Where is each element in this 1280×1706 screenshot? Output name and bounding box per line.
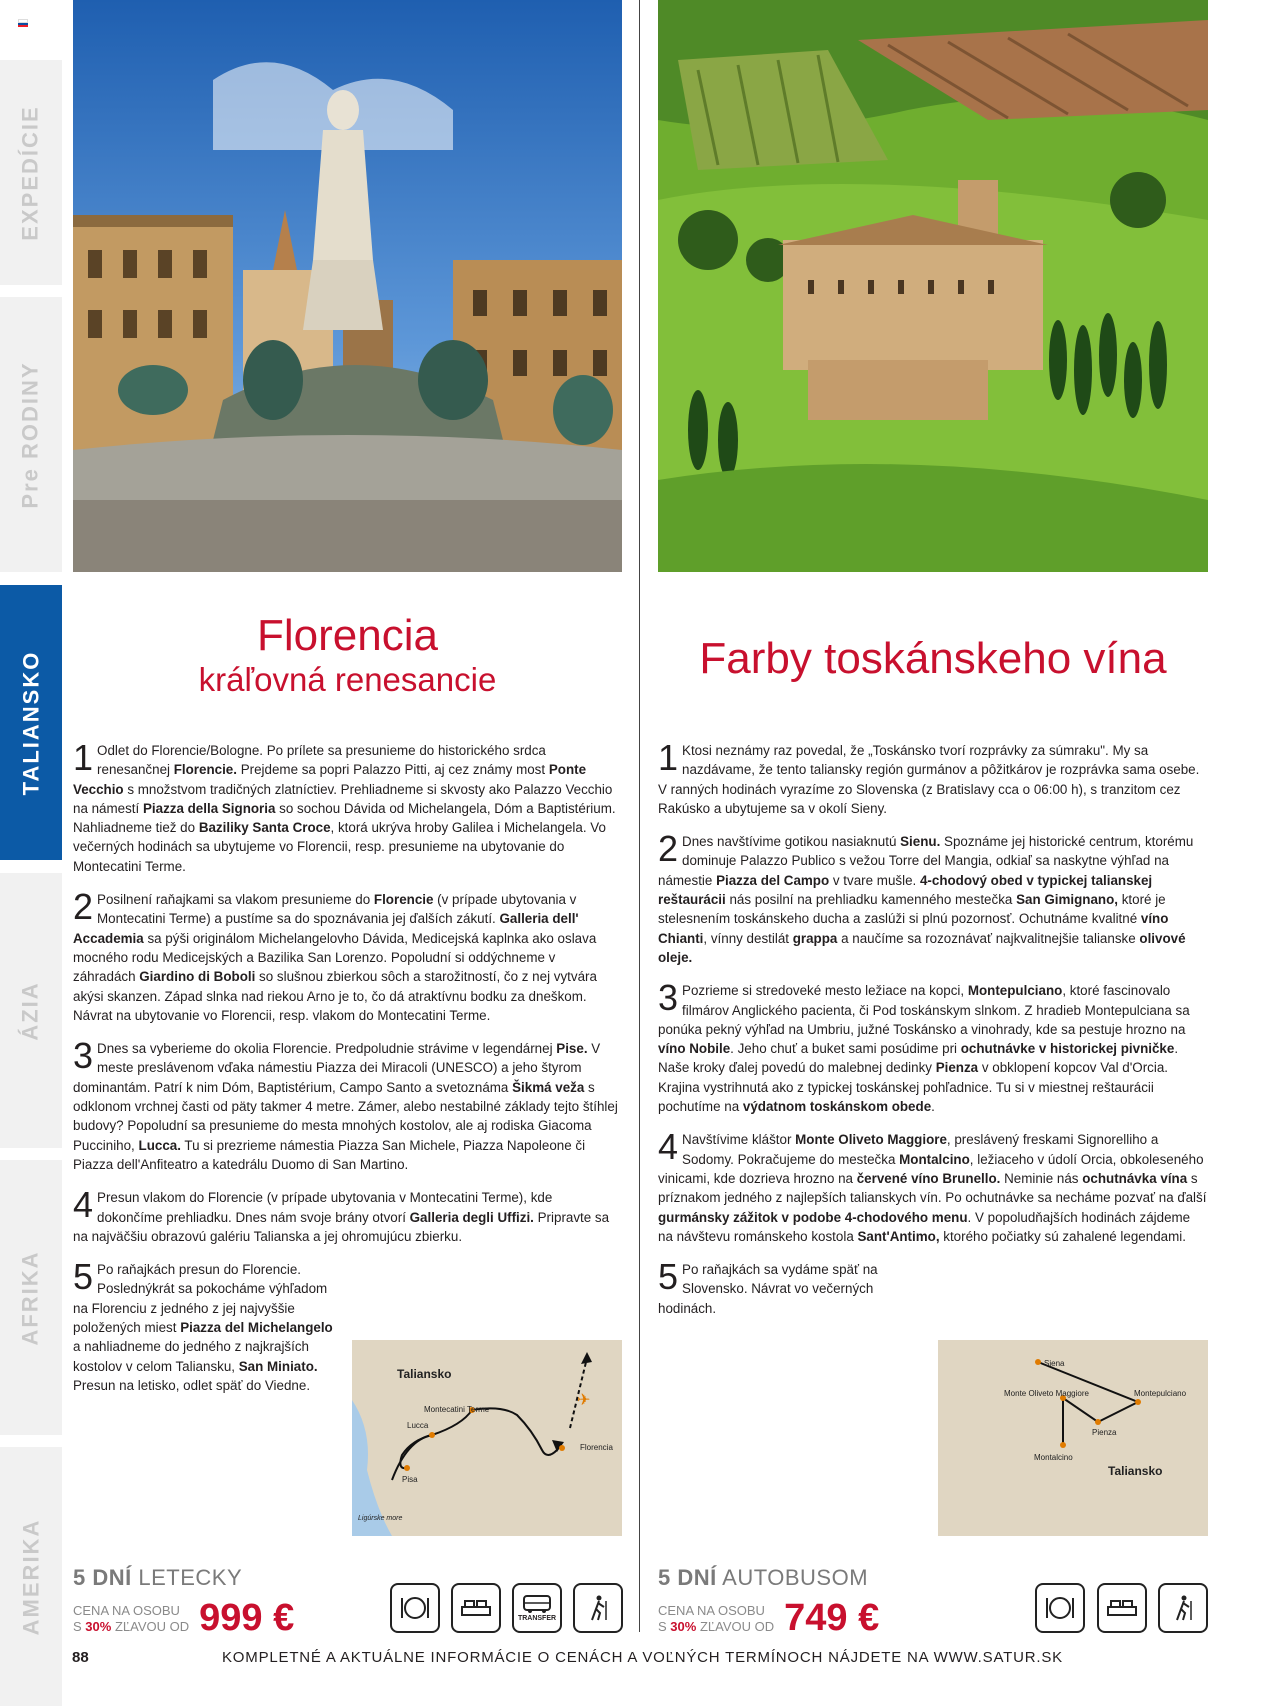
highlight-text: víno Nobile — [658, 1041, 731, 1057]
day-text: sa pýši originálom Michelangelovho Dávida, Medicejská kaplnka ako oslava mocného rodu Medicejských a Bazilika San Lorenzo. Popoludní si oddýchneme v záhradách — [73, 930, 597, 985]
day-text: . V popoludňajších hodinách zájdeme na návštevu románskeho kostola — [658, 1209, 1191, 1244]
price-label: CENA NA OSOBU S 30% ZĽAVOU OD — [73, 1602, 190, 1634]
page-footer — [72, 1649, 1222, 1673]
map-country-label: Taliansko — [1108, 1464, 1163, 1478]
svg-text:✈: ✈ — [577, 1392, 591, 1409]
highlight-text: Florencie. — [173, 762, 237, 778]
day-number: 5 — [73, 1256, 94, 1298]
day-text: Po raňajkách presun do Florencie. Poslednýkrát sa pokocháme výhľadom na Florenciu z jedného z jej najvyššie položených miest — [73, 1262, 328, 1336]
day-text: nás posilní na prehliadku kamenného mestečka — [725, 892, 1017, 908]
day-text: so sochou Dávida od Michelangela, Dóm a Baptistérium. Nahliadneme tiež do — [73, 800, 616, 836]
day-text: Neminie nás — [1000, 1170, 1083, 1186]
map-town-label: Montalcino — [1034, 1453, 1073, 1462]
day-text: Presun vlakom do Florencie (v prípade ubytovania v Montecatini Terme), kde dokončíme prehliadku. Dnes nám svoje brány otvorí — [97, 1190, 553, 1225]
day-text: (v prípade ubytovania v Montecatini Terme) a pustíme sa do spoznávania jej ďalších zákutí. — [97, 892, 577, 927]
meal-icon — [390, 1583, 440, 1633]
highlight-text: Sienu. — [900, 834, 941, 850]
day-text: , ktoré fascinovalo filmárov Anglického pacienta, či Pod toskánskym slnkom. Z hradieb Montepulciana sa ponúka pekný výhľad na Umbriu, južné Toskánsko a vinohrady, kde sa pestuje hrozno na — [658, 983, 1190, 1037]
trip-duration: 5 DNÍ AUTOBUSOM — [658, 1565, 869, 1590]
highlight-text: 4-chodový obed v typickej talianskej reštaurácii — [658, 872, 1153, 908]
day-text: s príznakom jedného z najlepších talianskych vín. Po ochutnávke sa necháme pozvať na ďalší — [658, 1170, 1207, 1206]
price-value: 749 € — [784, 1597, 880, 1639]
slovak-flag-icon — [18, 19, 28, 27]
highlight-text: ochutnávke v historickej pivničke — [960, 1041, 1175, 1057]
itinerary-day — [658, 828, 1208, 967]
itinerary-day — [73, 1035, 621, 1174]
tab-afrika[interactable]: AFRIKA — [0, 1160, 62, 1435]
itinerary-day — [73, 737, 621, 876]
highlight-text: Galleria dell' Accademia — [73, 911, 579, 946]
highlight-text: Šikmá veža — [512, 1079, 585, 1095]
tuscany-route-map — [938, 1340, 1208, 1536]
day-number: 5 — [658, 1256, 679, 1298]
highlight-text: gurmánsky zážitok v podobe 4-chodového menu — [658, 1209, 968, 1225]
day-text: Pripravte sa na najväčšiu obrazovú galériu Talianska a jej ohromujúcu zbierku. — [73, 1209, 610, 1244]
map-town-label: Montecatini Terme — [424, 1405, 490, 1414]
map-town-label: Pienza — [1092, 1428, 1117, 1437]
bed-icon — [1097, 1583, 1147, 1633]
meal-icon — [1035, 1583, 1085, 1633]
itinerary-day — [73, 1184, 621, 1246]
day-number: 3 — [658, 977, 679, 1019]
hiking-icon — [1158, 1583, 1208, 1633]
right-price-block — [658, 1565, 958, 1640]
map-town-label: Pisa — [402, 1475, 418, 1484]
page-number: 88 — [72, 1649, 89, 1666]
day-text: v obklopení kopcov Val d'Orcia. Krajina vystrihnutá ako z typickej toskánskej pohľadnice. Tu si v miestnej reštaurácii pochutíme na — [658, 1060, 1168, 1115]
highlight-text: Piazza della Signoria — [142, 800, 276, 816]
map-town-label: Florencia — [580, 1443, 613, 1452]
day-number: 1 — [658, 737, 679, 778]
map-country-label: Taliansko — [397, 1367, 452, 1381]
column-divider — [639, 0, 640, 1632]
day-text: Po raňajkách sa vydáme späť na Slovensko. Návrat vo večerných hodinách. — [658, 1262, 878, 1316]
bed-icon — [451, 1583, 501, 1633]
itinerary-day — [73, 1256, 343, 1395]
tab-pre-rodiny[interactable]: Pre RODINY — [0, 297, 62, 572]
bus-transfer-icon: TRANSFER — [512, 1583, 562, 1633]
day-text: Presun na letisko, odlet späť do Viedne. — [73, 1377, 311, 1393]
tuscany-abbey-photo — [658, 0, 1208, 572]
day-text: so slušnou zbierkou sôch a starožitností, čo z nej vytvára akýsi skanzen. Západ slnka nad riekou Arno je to, čo dá atraktívnu bodku za dneškom. Návrat na ubytovanie vo Florencii, resp. vlakom do Montecatini Terme. — [73, 969, 597, 1023]
left-itinerary — [73, 737, 621, 1409]
section-sidebar — [0, 0, 62, 1706]
highlight-text: Giardino di Boboli — [139, 969, 256, 985]
day-text: a nahliadneme do jedného z najkrajších kostolov v celom Taliansku, — [73, 1339, 309, 1374]
tab-taliansko[interactable]: TALIANSKO — [0, 585, 62, 860]
day-text: , preslávený freskami Signorelliho a Sodomy. Pokračujeme do mestečka — [682, 1132, 1159, 1167]
day-text: Dnes sa vyberieme do okolia Florencie. Predpoludnie strávime v legendárnej — [97, 1041, 557, 1057]
hiking-icon — [573, 1583, 623, 1633]
day-text: Ktosi neznámy raz povedal, že „Toskánsko tvorí rozprávky za súmraku". My sa nazdávame, že tento taliansky región gurmánov a pôžitkárov je rozprávka sama osebe. V ranných hodinách vyrazíme zo Slovenska (z Bratislavy cca o 06:00 h), s tranzitom cez Rakúsko a ubytujeme sa v okolí Sieny. — [658, 743, 1200, 816]
map-town-label: Lucca — [407, 1421, 429, 1430]
highlight-text: víno Chianti — [658, 911, 1169, 946]
highlight-text: červené víno Brunello. — [856, 1170, 1001, 1186]
day-text: v tvare mušle. — [829, 872, 920, 888]
day-text: Pozrieme si stredoveké mesto ležiace na kopci, — [682, 983, 968, 999]
highlight-text: Galleria degli Uffizi. — [409, 1209, 534, 1225]
day-text: Tu si prezrieme námestia Piazza San Michele, Piazza Napoleone či Piazza dell'Anfiteatro a katedrálu Duomo di San Martino. — [73, 1137, 586, 1172]
florencia-subtitle: kráľovná renesancie — [198, 661, 497, 699]
day-text: , ktorá ukrýva hroby Galilea i Michelangela. Vo večerných hodinách sa ubytujeme vo Florencii, resp. presunieme na ubytovanie do Montecatini Terme. — [73, 820, 606, 874]
day-number: 2 — [73, 886, 94, 928]
right-title-block — [658, 635, 1208, 683]
florence-fountain-photo — [73, 0, 622, 572]
tab-expedicie[interactable]: EXPEDÍCIE — [0, 60, 62, 285]
highlight-text: olivové oleje. — [658, 930, 1186, 965]
tab-amerika[interactable]: AMERIKA — [0, 1447, 62, 1706]
itinerary-day — [658, 1256, 918, 1318]
day-text: , ležiaceho v údolí Orcia, obkoleseného vinicami, kde dozrieva hrozno na — [658, 1151, 1204, 1186]
day-text: Prejdeme sa popri Palazzo Pitti, aj cez známy most — [236, 762, 549, 778]
day-text: ktoré je stelesnením toskánskeho ducha a zaslúži si plnú pozornosť. Ochutnáme kvalitné — [658, 892, 1166, 927]
florence-route-map — [352, 1340, 622, 1536]
day-text: . Naše kroky ďalej povedú do malebnej dedinky — [658, 1041, 1179, 1076]
highlight-text: Baziliky Santa Croce — [198, 820, 331, 836]
day-number: 1 — [73, 737, 94, 778]
day-text: a naučíme sa rozoznávať najkvalitnejšie talianske — [837, 930, 1140, 946]
footer-info-link[interactable]: KOMPLETNÉ A AKTUÁLNE INFORMÁCIE O CENÁCH A VOĽNÝCH TERMÍNOCH NÁJDETE NA WWW.SATUR.SK — [222, 1649, 1063, 1666]
map-town-label: Siena — [1044, 1359, 1065, 1368]
itinerary-day — [73, 886, 621, 1025]
day-text: . — [931, 1099, 935, 1115]
itinerary-day — [658, 737, 1208, 818]
left-title-block — [73, 612, 622, 700]
day-text: Spoznáme jej historické centrum, ktorému dominuje Palazzo Publico s vežou Torre del Mangia, odkiaľ sa naskytne výhľad na námestie — [658, 834, 1194, 888]
highlight-text: Piazza del Campo — [716, 872, 830, 888]
highlight-text: Sant'Antimo, — [857, 1228, 940, 1244]
day-text: Dnes navštívime gotikou nasiaknutú — [682, 834, 901, 850]
left-price-block — [73, 1565, 373, 1640]
highlight-text: Montalcino — [899, 1151, 970, 1167]
day-text: , vínny destilát — [703, 930, 793, 946]
day-number: 3 — [73, 1035, 94, 1077]
highlight-text: Piazza del Michelangelo — [180, 1320, 333, 1336]
day-number: 2 — [658, 828, 679, 870]
florencia-title: Florencia — [257, 611, 438, 660]
day-number: 4 — [73, 1184, 94, 1226]
highlight-text: Monte Oliveto Maggiore — [795, 1132, 947, 1148]
day-text: Navštívime kláštor — [682, 1132, 796, 1148]
day-text: s odklonom vrchnej časti od päty takmer 4 metre. Zámer, alebo nestabilné základy tejto štíhlej budovy? Popoludní sa presunieme do mesta mnohých kostolov, ale aj rodiska Giacoma Pucciniho, — [73, 1079, 618, 1153]
map-town-label: Montepulciano — [1134, 1389, 1187, 1398]
day-text: . Jeho chuť a buket sami posúdime pri — [730, 1041, 961, 1057]
map-sea-label: Ligúrske more — [358, 1515, 403, 1522]
day-text: ktorého počiatky sú zahalené legendami. — [939, 1228, 1186, 1244]
itinerary-day — [658, 1126, 1208, 1246]
highlight-text: Lucca. — [138, 1137, 181, 1153]
highlight-text: Montepulciano — [967, 983, 1063, 999]
highlight-text: Pienza — [935, 1060, 979, 1076]
tab-azia[interactable]: ÁZIA — [0, 873, 62, 1148]
day-text: s množstvom tradičných zlatníctiev. Prehliadneme si skvosty ako Palazzo Vecchio na námestí — [73, 781, 613, 816]
highlight-text: San Miniato. — [238, 1358, 318, 1374]
day-text: Posilnení raňajkami sa vlakom presunieme do — [97, 892, 374, 908]
trip-duration: 5 DNÍ LETECKY — [73, 1565, 243, 1590]
day-text: Odlet do Florencie/Bologne. Po prílete sa presunieme do historického srdca renesančnej — [97, 743, 546, 778]
price-label: CENA NA OSOBU S 30% ZĽAVOU OD — [658, 1602, 775, 1634]
highlight-text: San Gimignano, — [1016, 892, 1118, 908]
tuscany-wine-title: Farby toskánskeho vína — [699, 634, 1167, 683]
highlight-text: Ponte Vecchio — [73, 762, 587, 797]
highlight-text: Florencie — [373, 892, 434, 908]
price-value: 999 € — [199, 1597, 295, 1639]
day-number: 4 — [658, 1126, 679, 1168]
highlight-text: grappa — [792, 930, 838, 946]
highlight-text: Pise. — [556, 1041, 588, 1057]
map-town-label: Monte Oliveto Maggiore — [1004, 1389, 1089, 1398]
highlight-text: ochutnávka vína — [1082, 1170, 1188, 1186]
highlight-text: výdatnom toskánskom obede — [742, 1099, 932, 1115]
day-text: V meste preslávenom vďaka námestiu Piazza dei Miracoli (UNESCO) a jeho štyrom dominantám. Patrí k nim Dóm, Baptistérium, Campo Santo a svetoznáma — [73, 1041, 601, 1095]
right-itinerary — [658, 737, 1208, 1332]
itinerary-day — [658, 977, 1208, 1116]
